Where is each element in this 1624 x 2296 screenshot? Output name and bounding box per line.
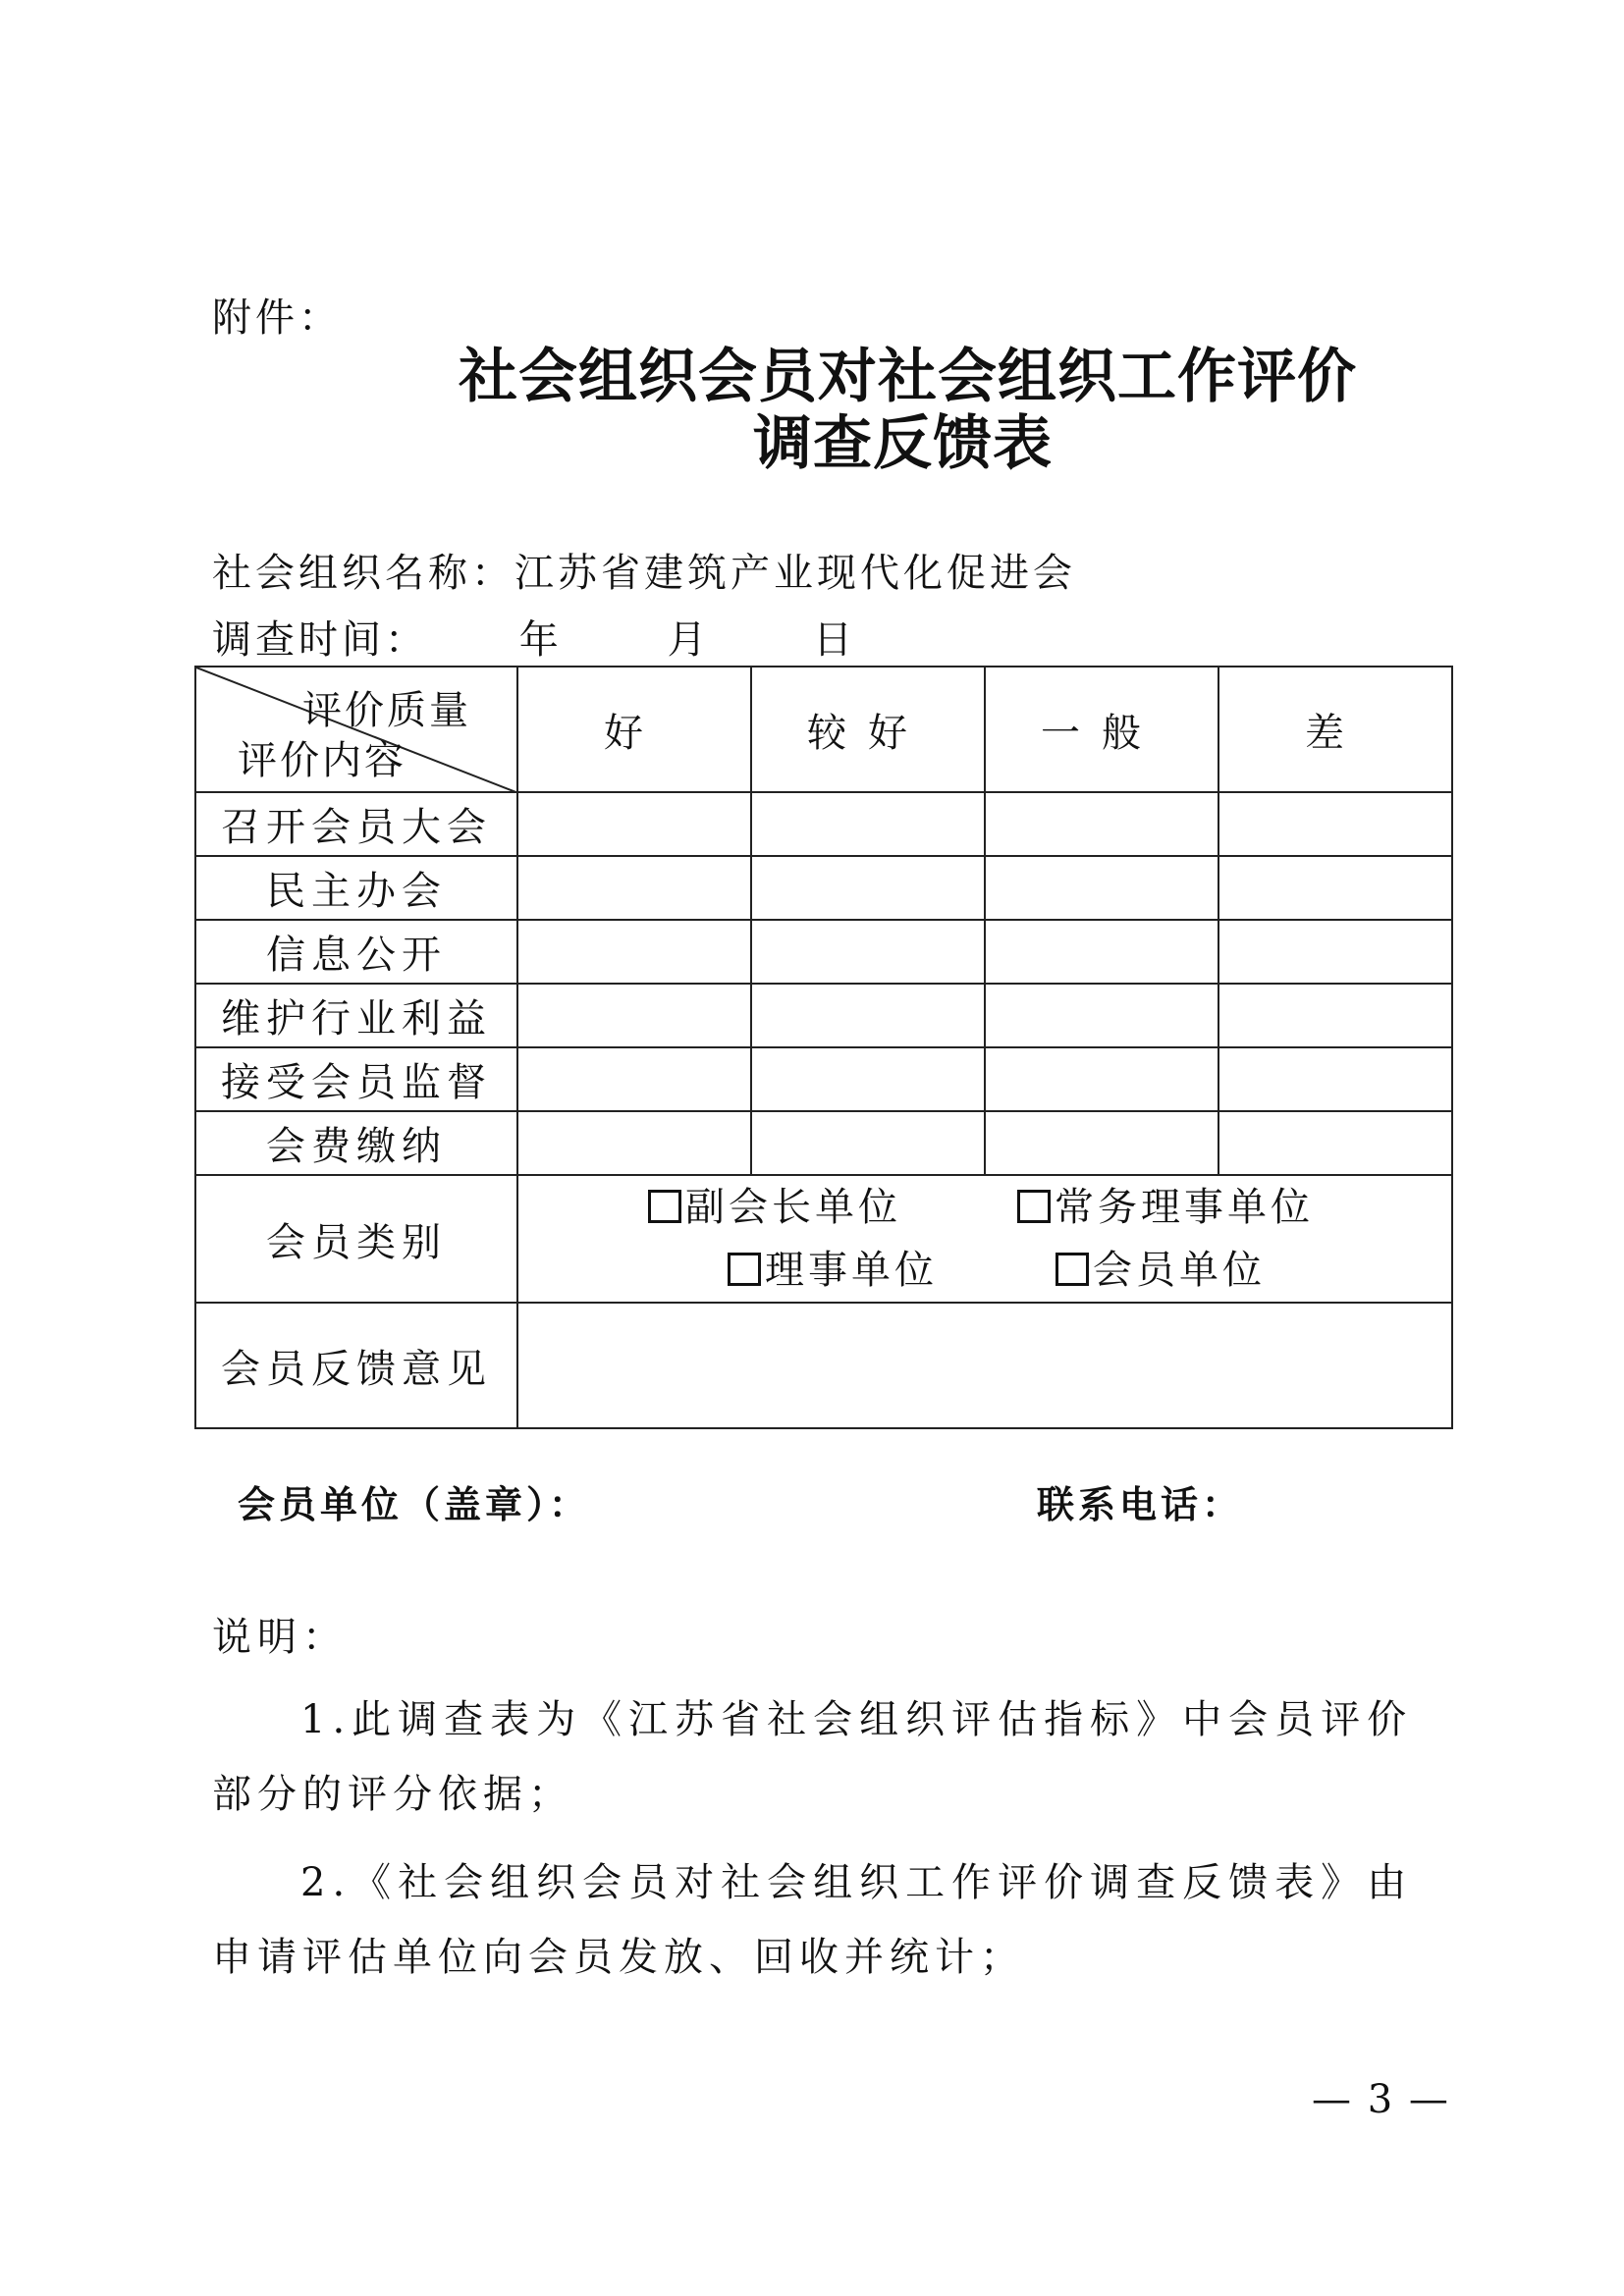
rating-cell-fairly-good[interactable] <box>751 1111 985 1175</box>
rating-cell-good[interactable] <box>517 984 751 1047</box>
rating-cell-fairly-good[interactable] <box>751 1047 985 1111</box>
rating-quality-label: 评价质量 <box>302 688 471 733</box>
rating-cell-poor[interactable] <box>1218 920 1452 984</box>
rating-cell-poor[interactable] <box>1218 984 1452 1047</box>
document-title-line1: 社会组织会员对社会组织工作评价 <box>459 343 1357 411</box>
org-name-label: 社会组织名称： <box>212 551 514 596</box>
rating-cell-poor[interactable] <box>1218 1111 1452 1175</box>
rating-header-average: 一般 <box>985 667 1218 792</box>
rating-cell-average[interactable] <box>985 792 1218 856</box>
item-label: 召开会员大会 <box>195 792 517 856</box>
rating-content-label: 评价内容 <box>238 738 406 783</box>
day-label: 日 <box>813 617 857 663</box>
note-item-2-line-1: 2.《社会组织会员对社会组织工作评价调查反馈表》由 <box>300 1860 1414 1905</box>
diagonal-header-cell <box>195 667 517 792</box>
rating-cell-average[interactable] <box>985 856 1218 920</box>
rating-cell-good[interactable] <box>517 1111 751 1175</box>
rating-cell-good[interactable] <box>517 920 751 984</box>
item-label: 信息公开 <box>195 920 517 984</box>
year-label: 年 <box>518 617 563 663</box>
table-header-row <box>195 667 1452 792</box>
org-name-row <box>212 542 1076 598</box>
rating-cell-fairly-good[interactable] <box>751 984 985 1047</box>
item-label: 民主办会 <box>195 856 517 920</box>
category-option-executive-director[interactable]: 常务理事单位 <box>1017 1176 1314 1239</box>
rating-cell-average[interactable] <box>985 1111 1218 1175</box>
table-row <box>195 792 1452 856</box>
rating-cell-poor[interactable] <box>1218 856 1452 920</box>
member-feedback-field[interactable] <box>517 1303 1452 1428</box>
checkbox-icon[interactable] <box>1017 1190 1051 1223</box>
rating-cell-average[interactable] <box>985 920 1218 984</box>
checkbox-icon[interactable] <box>1056 1253 1089 1286</box>
survey-time-label: 调查时间： <box>212 617 428 663</box>
category-option-director[interactable]: 理事单位 <box>728 1239 938 1302</box>
rating-header-fairly-good: 较好 <box>751 667 985 792</box>
rating-cell-good[interactable] <box>517 856 751 920</box>
rating-cell-good[interactable] <box>517 792 751 856</box>
item-label: 维护行业利益 <box>195 984 517 1047</box>
member-category-options <box>517 1175 1452 1303</box>
contact-phone-label: 联系电话： <box>1037 1483 1244 1526</box>
note-item-2-line-2: 申请评估单位向会员发放、回收并统计； <box>212 1935 1025 1980</box>
item-label: 接受会员监督 <box>195 1047 517 1111</box>
table-row <box>195 920 1452 984</box>
rating-cell-average[interactable] <box>985 1047 1218 1111</box>
rating-cell-fairly-good[interactable] <box>751 920 985 984</box>
rating-cell-good[interactable] <box>517 1047 751 1111</box>
page-number: — 3 — <box>1312 2077 1450 2122</box>
table-row <box>195 856 1452 920</box>
rating-cell-poor[interactable] <box>1218 1047 1452 1111</box>
rating-header-good: 好 <box>517 667 751 792</box>
member-category-row <box>195 1175 1452 1303</box>
rating-cell-poor[interactable] <box>1218 792 1452 856</box>
notes-heading: 说明： <box>212 1615 348 1660</box>
member-feedback-row <box>195 1303 1452 1428</box>
rating-cell-fairly-good[interactable] <box>751 792 985 856</box>
member-category-label: 会员类别 <box>195 1175 517 1303</box>
checkbox-icon[interactable] <box>728 1253 761 1286</box>
category-option-member[interactable]: 会员单位 <box>1056 1239 1266 1302</box>
attachment-label: 附件： <box>212 295 342 341</box>
note-item-1-line-1: 1.此调查表为《江苏省社会组织评估指标》中会员评价 <box>300 1697 1414 1742</box>
evaluation-table <box>194 666 1453 1429</box>
table-row <box>195 1111 1452 1175</box>
member-unit-seal-label: 会员单位（盖章）： <box>238 1483 591 1526</box>
survey-time-row <box>212 609 856 665</box>
checkbox-icon[interactable] <box>648 1190 681 1223</box>
member-feedback-label: 会员反馈意见 <box>195 1303 517 1428</box>
item-label: 会费缴纳 <box>195 1111 517 1175</box>
table-row <box>195 984 1452 1047</box>
rating-cell-average[interactable] <box>985 984 1218 1047</box>
rating-cell-fairly-good[interactable] <box>751 856 985 920</box>
document-title-line2: 调查反馈表 <box>753 409 1053 478</box>
note-item-1-line-2: 部分的评分依据； <box>212 1772 573 1817</box>
rating-header-poor: 差 <box>1218 667 1452 792</box>
table-row <box>195 1047 1452 1111</box>
category-option-vice-president[interactable]: 副会长单位 <box>648 1176 901 1239</box>
org-name-value: 江苏省建筑产业现代化促进会 <box>514 551 1076 596</box>
month-label: 月 <box>667 617 711 663</box>
